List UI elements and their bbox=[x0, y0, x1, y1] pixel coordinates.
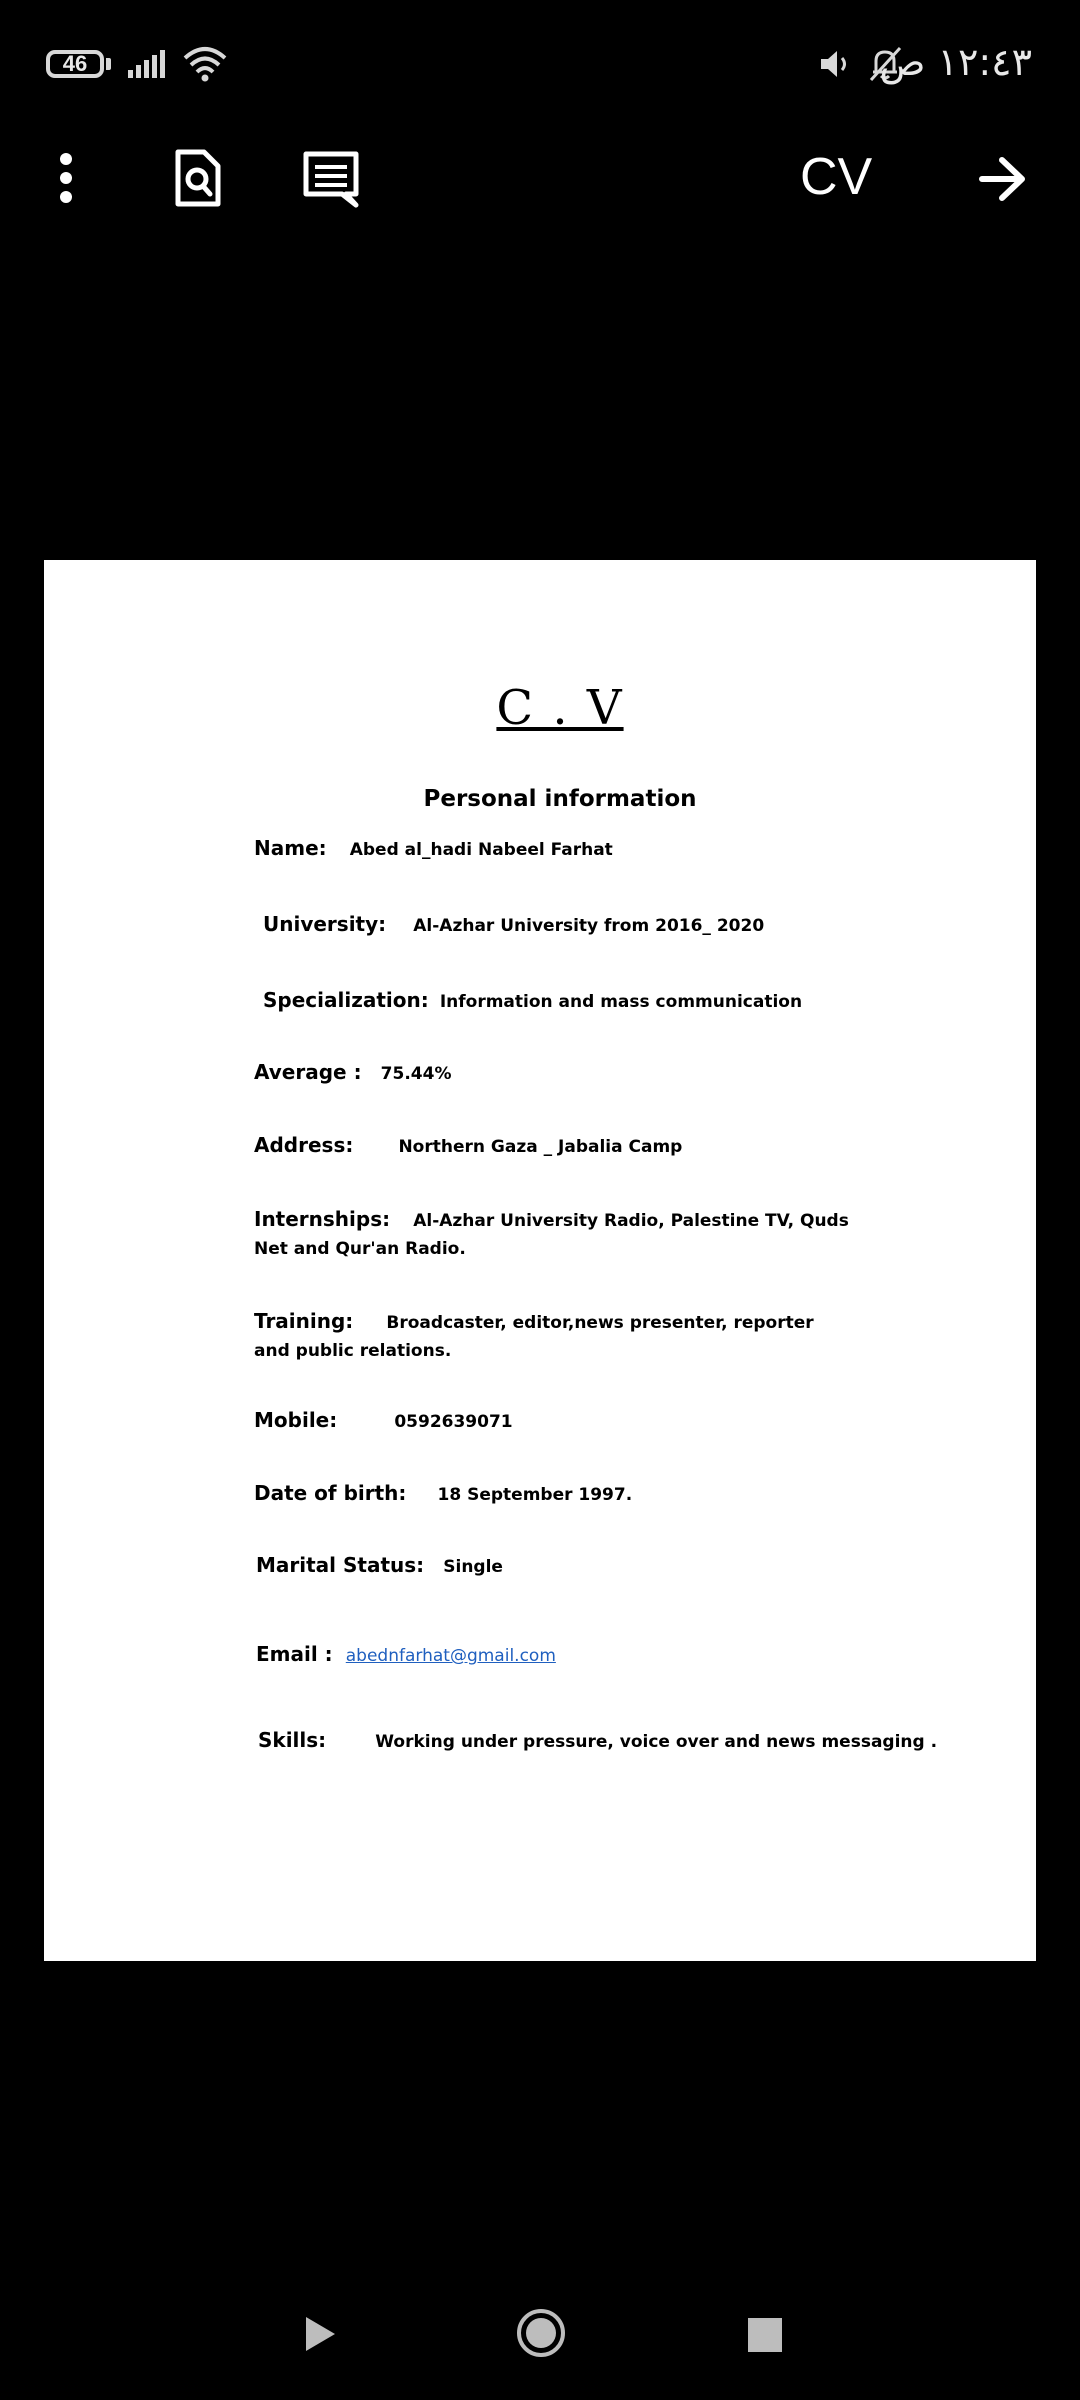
field-value: Abed al_hadi Nabeel Farhat bbox=[349, 840, 613, 860]
field-label: Mobile: bbox=[254, 1408, 338, 1432]
field-average bbox=[254, 1060, 451, 1084]
field-email bbox=[256, 1642, 556, 1666]
field-specialization bbox=[263, 988, 802, 1012]
field-date-of-birth bbox=[254, 1481, 632, 1505]
field-mobile bbox=[254, 1408, 513, 1432]
battery-icon bbox=[46, 50, 104, 78]
field-internships bbox=[254, 1206, 854, 1263]
signal-icon bbox=[126, 48, 170, 80]
clock: ١٢:٤٣ ص bbox=[879, 40, 1032, 84]
status-bar bbox=[0, 0, 1080, 130]
comment-icon[interactable] bbox=[302, 150, 360, 208]
cv-title: C . V bbox=[496, 680, 624, 736]
document-title: CV bbox=[800, 148, 873, 206]
field-value: 18 September 1997. bbox=[437, 1485, 633, 1505]
field-label: Skills: bbox=[258, 1728, 327, 1752]
field-address bbox=[254, 1133, 682, 1157]
field-label: Date of birth: bbox=[254, 1481, 407, 1505]
field-value: Information and mass communication bbox=[439, 992, 803, 1012]
field-label: Name: bbox=[254, 836, 327, 860]
email-link[interactable]: abednfarhat@gmail.com bbox=[345, 1646, 556, 1666]
home-icon[interactable] bbox=[516, 2308, 566, 2358]
recents-icon[interactable] bbox=[748, 2318, 782, 2352]
field-value: Single bbox=[443, 1557, 503, 1577]
search-document-icon[interactable] bbox=[174, 148, 222, 208]
field-skills bbox=[258, 1728, 937, 1752]
battery-tip bbox=[106, 58, 111, 70]
field-value: Broadcaster, editor,news presenter, reporter and public relations. bbox=[254, 1313, 814, 1361]
more-icon[interactable] bbox=[52, 150, 80, 206]
document-page[interactable] bbox=[44, 560, 1036, 1961]
field-label: Marital Status: bbox=[256, 1553, 425, 1577]
toolbar bbox=[0, 130, 1080, 230]
field-label: Email : bbox=[256, 1642, 333, 1666]
field-value: Al-Azhar University Radio, Palestine TV, Quds Net and Qur'an Radio. bbox=[254, 1211, 849, 1259]
wifi-icon bbox=[182, 44, 228, 84]
field-value: Working under pressure, voice over and news messaging . bbox=[375, 1732, 938, 1752]
back-icon[interactable] bbox=[302, 2314, 338, 2354]
field-training bbox=[254, 1308, 854, 1365]
section-heading: Personal information bbox=[423, 786, 697, 812]
forward-arrow-icon[interactable] bbox=[978, 156, 1028, 202]
volume-icon bbox=[818, 48, 852, 80]
field-label: Specialization: bbox=[263, 988, 429, 1012]
field-value: Al-Azhar University from 2016_ 2020 bbox=[413, 916, 765, 936]
field-marital-status bbox=[256, 1553, 503, 1577]
field-value: 0592639071 bbox=[394, 1412, 513, 1432]
field-value: Northern Gaza _ Jabalia Camp bbox=[398, 1137, 683, 1157]
field-label: Internships: bbox=[254, 1207, 391, 1231]
field-name bbox=[254, 836, 613, 860]
field-value: 75.44% bbox=[380, 1064, 452, 1084]
field-university bbox=[263, 912, 764, 936]
field-label: University: bbox=[263, 912, 387, 936]
field-label: Average : bbox=[254, 1060, 362, 1084]
field-label: Address: bbox=[254, 1133, 354, 1157]
battery-level: 46 bbox=[62, 51, 88, 76]
field-label: Training: bbox=[254, 1309, 354, 1333]
